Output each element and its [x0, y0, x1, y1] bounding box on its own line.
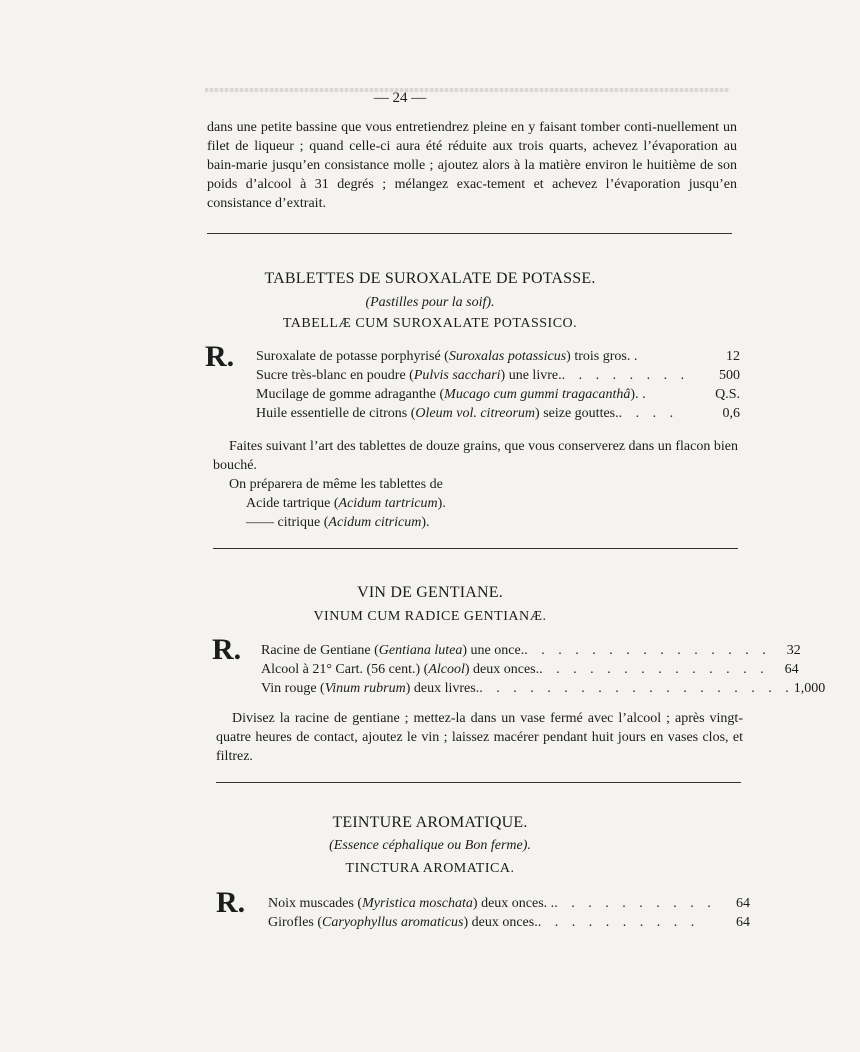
- section3-latin-title: TINCTURA AROMATICA.: [345, 861, 515, 876]
- ingredient-line: Alcool à 21° Cart. (56 cent.) (Alcool) deux onces. . . . . . . . . . . . . . . 64: [261, 662, 799, 677]
- ingredient-line: Racine de Gentiane (Gentiana lutea) une once. . . . . . . . . . . . . . . . 32: [261, 643, 801, 658]
- ingredient-quantity: 64: [736, 896, 750, 911]
- intro-paragraph: dans une petite bassine que vous entretiendrez pleine en y faisant tomber conti-nuellement un filet de liqueur ; quand celle-ci aura été réduite aux trois quarts, achevez l’évaporation au bain-marie jusqu’en consistance molle ; ajoutez alors à la matière environ le huitième de son poids d’alcool à 31 degrés ; mélangez exac-tement et achevez l’évaporation jusqu’en consistance d’extrait.: [207, 120, 737, 211]
- section1-variant-intro: On préparera de même les tablettes de: [229, 477, 443, 492]
- ingredient-line: Mucilage de gomme adraganthe (Mucago cum gummi tragacanthâ). . Q.S.: [256, 387, 740, 402]
- section1-title: TABLETTES DE SUROXALATE DE POTASSE.: [264, 270, 596, 287]
- rx-symbol: R.: [212, 633, 242, 666]
- divider-rule: [216, 782, 741, 783]
- ingredient-quantity: 500: [719, 368, 740, 383]
- ingredient-quantity: 1,000: [793, 681, 826, 696]
- ingredient-line: Suroxalate de potasse porphyrisé (Suroxalas potassicus) trois gros. . 12: [256, 349, 740, 364]
- section2-instruction: Divisez la racine de gentiane ; mettez-la dans un vase fermé avec l’alcool ; après vingt-quatre heures de contact, ajoutez le vin ; laissez macérer pendant huit jours en vases clos, et filtrez.: [216, 711, 743, 764]
- ingredient-line: Vin rouge (Vinum rubrum) deux livres. . . . . . . . . . . . . . . . . . . . 1,000: [261, 681, 826, 696]
- section2-latin-title: VINUM CUM RADICE GENTIANÆ.: [313, 609, 547, 624]
- section1-latin-title: TABELLÆ CUM SUROXALATE POTASSICO.: [282, 316, 578, 331]
- ingredient-line: Sucre très-blanc en poudre (Pulvis sacchari) une livre. . . . . . . . . 500: [256, 368, 740, 383]
- ingredient-quantity: 32: [786, 643, 801, 658]
- page-number: — 24 —: [373, 90, 427, 106]
- section3-title: TEINTURE AROMATIQUE.: [332, 814, 528, 831]
- section1-subtitle: (Pastilles pour la soif).: [365, 295, 495, 310]
- ingredient-quantity: Q.S.: [715, 387, 740, 402]
- ingredient-quantity: 12: [726, 349, 740, 364]
- section2-title: VIN DE GENTIANE.: [357, 584, 503, 601]
- ingredient-line: Huile essentielle de citrons (Oleum vol. citreorum) seize gouttes. . . . . 0,6: [256, 406, 740, 421]
- section1-instruction: Faites suivant l’art des tablettes de douze grains, que vous conserverez dans un flacon bien bouché.: [213, 439, 738, 473]
- section3-subtitle: (Essence céphalique ou Bon ferme).: [329, 838, 531, 853]
- ingredient-line: Girofles (Caryophyllus aromaticus) deux onces. . . . . . . . . . . 64: [268, 915, 750, 930]
- divider-rule: [207, 233, 732, 234]
- divider-rule: [213, 548, 738, 549]
- section1-variant-1: Acide tartrique (Acidum tartricum).: [246, 496, 446, 511]
- ingredient-line: Noix muscades (Myristica moschata) deux onces. . . . . . . . . . . . 64: [268, 896, 750, 911]
- ingredient-quantity: 0,6: [722, 406, 740, 421]
- rx-symbol: R.: [205, 340, 235, 373]
- rx-symbol: R.: [216, 886, 246, 919]
- ingredient-quantity: 64: [736, 915, 750, 930]
- section1-variant-2: —— citrique (Acidum citricum).: [246, 515, 430, 530]
- ingredient-quantity: 64: [784, 662, 799, 677]
